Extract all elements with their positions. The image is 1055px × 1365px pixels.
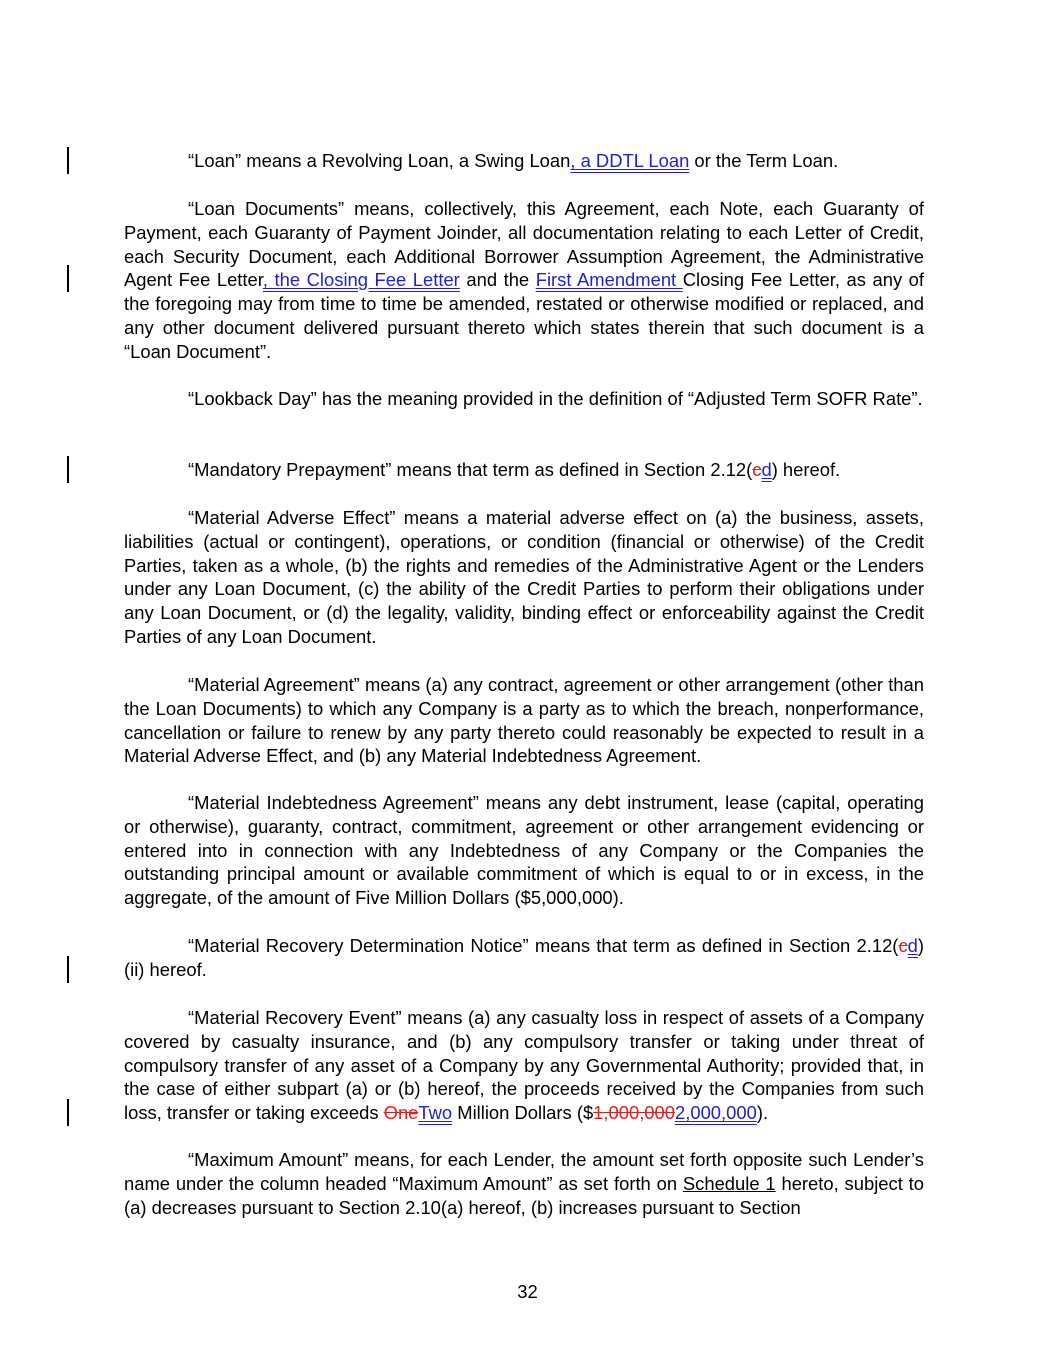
text: or the Term Loan. xyxy=(689,150,839,171)
text: ). xyxy=(756,1102,769,1124)
text: “Material Agreement” means (a) any contract, agreement or other arrangement (other than the Loan Documents) to which any Company is a party as to which the breach, nonperformance, cancellation or failure to renew by any party thereto could reasonably be expected to result in a Material Adverse Effect, and (b) any Material Indebtedness Agreement. xyxy=(124,674,924,767)
text: hereto, subject to (a) decreases pursuant to Section 2.10(a) hereof, (b) increases pursuant to Section xyxy=(124,1172,924,1218)
inserted-text: Two xyxy=(418,1102,453,1124)
text: “Material Adverse Effect” means a material adverse effect on (a) the business, assets, liabilities (actual or contingent), operations, or condition (financial or otherwise) of the Credit Parties, taken as a whole, (b) the rights and remedies of the Administrative Agent or the Lenders under any Loan Document, (c) the ability of the Credit Parties to perform their obligations under any Loan Document, or (d) the legality, validity, binding effect or enforceability against the Credit Parties of any Loan Document. xyxy=(124,507,924,647)
definition-loan-documents xyxy=(124,197,924,364)
inserted-text: , a DDTL Loan xyxy=(570,150,690,171)
text: “Lookback Day” has the meaning provided in the definition of “Adjusted Term SOFR Rate”. xyxy=(188,388,923,409)
definition-mandatory-prepayment xyxy=(124,458,924,482)
inserted-text: First Amendment xyxy=(535,269,683,291)
change-bar xyxy=(67,147,69,174)
text: “Material Recovery Determination Notice” means that term as defined in Section 2.12( xyxy=(188,935,899,956)
text: “Material Indebtedness Agreement” means any debt instrument, lease (capital, operating or otherwise), guaranty, contract, commitment, agreement or other arrangement evidencing or entered into in connection with any Indebtedness of any Company or the Companies the outstanding principal amount or available commitment of which is equal to or in excess, in the aggregate, of the amount of Five Million Dollars ($5,000,000). xyxy=(124,792,924,909)
deleted-text: c xyxy=(752,459,762,480)
definition-material-indebtedness-agreement xyxy=(124,791,924,910)
definition-material-agreement xyxy=(124,673,924,768)
definition-material-adverse-effect xyxy=(124,506,924,649)
change-bar xyxy=(67,956,69,983)
text: “Material Recovery Event” means (a) any casualty loss in respect of assets of a Company covered by casualty insurance, and (b) any compulsory transfer or taking under threat of compulsory transfer of any asset of a Company by any Governmental Authority; provided that, in the case of either subpart (a) or (b) hereof, the proceeds received by the Companies from such loss, transfer or taking exceeds xyxy=(124,1007,924,1124)
text: ) hereof. xyxy=(771,459,841,480)
text: “Mandatory Prepayment” means that term as defined in Section 2.12( xyxy=(188,459,753,480)
definition-loan xyxy=(124,149,924,173)
schedule-reference: Schedule 1 xyxy=(682,1172,776,1194)
deleted-text: 1,000,000 xyxy=(593,1102,675,1124)
inserted-text: d xyxy=(761,459,772,480)
text: Million Dollars ($ xyxy=(452,1102,594,1124)
definition-lookback-day xyxy=(124,387,924,411)
text: )(ii) hereof. xyxy=(124,935,924,980)
text: “Loan Documents” means, collectively, this Agreement, each Note, each Guaranty of Payment, each Guaranty of Payment Joinder, all documentation relating to each Letter of Credit, each Security Document, each Additional Borrower Assumption Agreement, the Administrative Agent Fee Letter xyxy=(124,198,924,291)
deleted-text: c xyxy=(898,935,908,956)
deleted-text: One xyxy=(383,1102,419,1124)
page-number: 32 xyxy=(517,1281,538,1302)
definition-material-recovery-determination-notice xyxy=(124,934,924,982)
change-bar xyxy=(67,456,69,483)
inserted-text: , the Closing Fee Letter xyxy=(262,269,460,291)
change-bar xyxy=(67,1099,69,1126)
inserted-text: d xyxy=(907,935,918,956)
inserted-text: 2,000,000 xyxy=(675,1102,757,1124)
definition-maximum-amount xyxy=(124,1148,924,1219)
text: “Loan” means a Revolving Loan, a Swing Loan xyxy=(188,150,571,171)
text: “Maximum Amount” means, for each Lender, the amount set forth opposite such Lender’s name under the column headed “Maximum Amount” as set forth on xyxy=(124,1149,924,1194)
change-bar xyxy=(67,265,69,292)
text: Closing Fee Letter, as any of the foregoing may from time to time be amended, restated or otherwise modified or replaced, and any other document delivered pursuant thereto which states therein that such document is a “Loan Document”. xyxy=(124,269,925,362)
text: and the xyxy=(459,269,536,291)
definition-material-recovery-event xyxy=(124,1006,924,1125)
